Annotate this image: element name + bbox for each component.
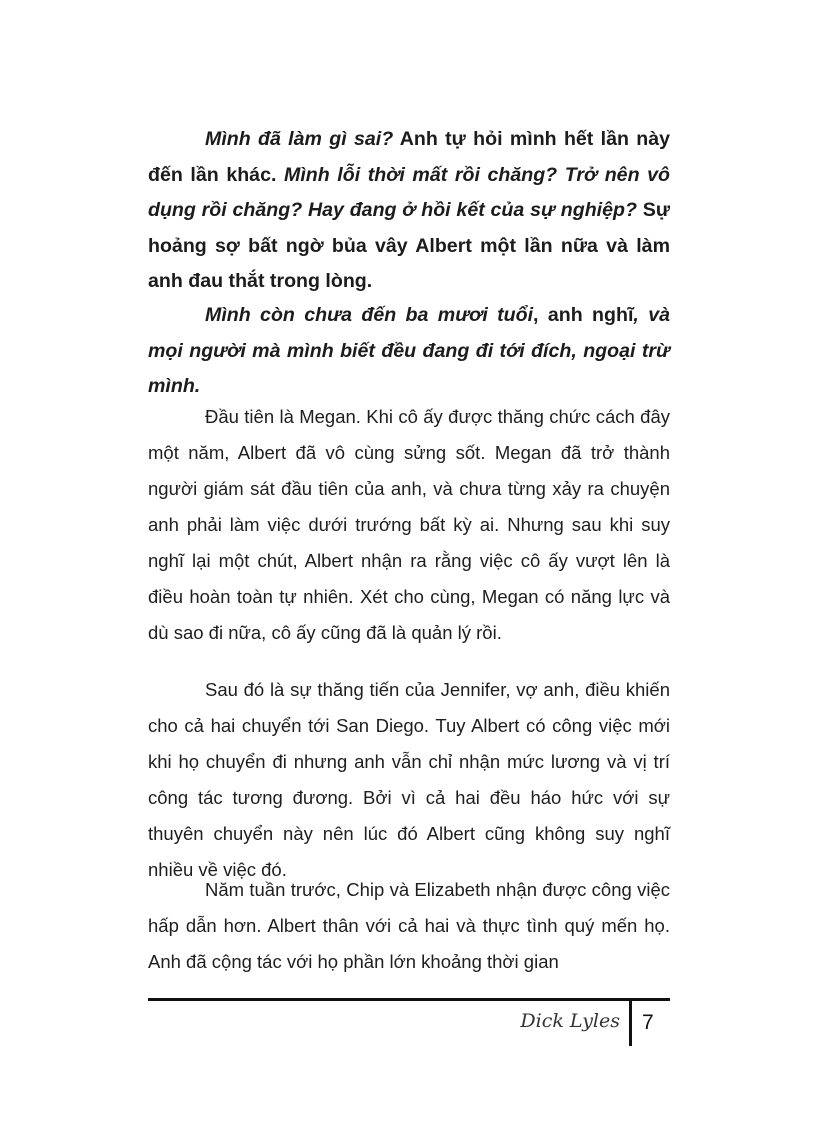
body-paragraph-jennifer (148, 672, 670, 888)
page-number: 7 (642, 1011, 654, 1034)
italic-thought-2: Mình lỗi thời mất rồi chăng? Trở nên vô dụng rồi chăng? Hay đang ở hồi kết của sự nghiệp? (148, 163, 670, 221)
narration-3: , anh nghĩ (533, 304, 634, 326)
bold-paragraph-1 (148, 122, 670, 300)
body-paragraph-chip-elizabeth (148, 872, 670, 980)
footer-author: Dick Lyles (520, 1010, 620, 1032)
bold-paragraph-2 (148, 298, 670, 405)
paragraph-text: Sau đó là sự thăng tiến của Jennifer, vợ anh, điều khiến cho cả hai chuyển tới San Diego. Tuy Albert có công việc mới khi họ chuyển đi nhưng anh vẫn chỉ nhận mức lương và vị trí công tác tương đương. Bởi vì cả hai đều háo hức với sự thuyên chuyển này nên lúc đó Albert cũng không suy nghĩ nhiều về việc đó. (148, 679, 670, 880)
narration-1: Anh tự hỏi mình hết lần này đến lần khác. (148, 128, 671, 186)
body-paragraph-megan (148, 399, 670, 651)
narration-2: Sự hoảng sợ bất ngờ bủa vây Albert một lần nữa và làm anh đau thắt trong lòng. (148, 199, 671, 292)
italic-thought-4: , và mọi người mà mình biết đều đang đi tới đích, ngoại trừ mình. (148, 304, 670, 397)
paragraph-text: Đầu tiên là Megan. Khi cô ấy được thăng chức cách đây một năm, Albert đã vô cùng sửng sốt. Megan đã trở thành người giám sát đầu tiên của anh, và chưa từng xảy ra chuyện anh phải làm việc dưới trướng bất kỳ ai. Nhưng sau khi suy nghĩ lại một chút, Albert nhận ra rằng việc cô ấy vượt lên là điều hoàn toàn tự nhiên. Xét cho cùng, Megan có năng lực và dù sao đi nữa, cô ấy cũng đã là quản lý rồi. (148, 406, 670, 643)
footer-rule (148, 998, 670, 1001)
italic-thought-3: Mình còn chưa đến ba mươi tuổi (205, 304, 534, 326)
paragraph-text: Năm tuần trước, Chip và Elizabeth nhận được công việc hấp dẫn hơn. Albert thân với cả hai và thực tình quý mến họ. Anh đã cộng tác với họ phần lớn khoảng thời gian (148, 879, 670, 972)
italic-thought-1: Mình đã làm gì sai? (205, 128, 394, 150)
footer-divider (629, 998, 632, 1046)
